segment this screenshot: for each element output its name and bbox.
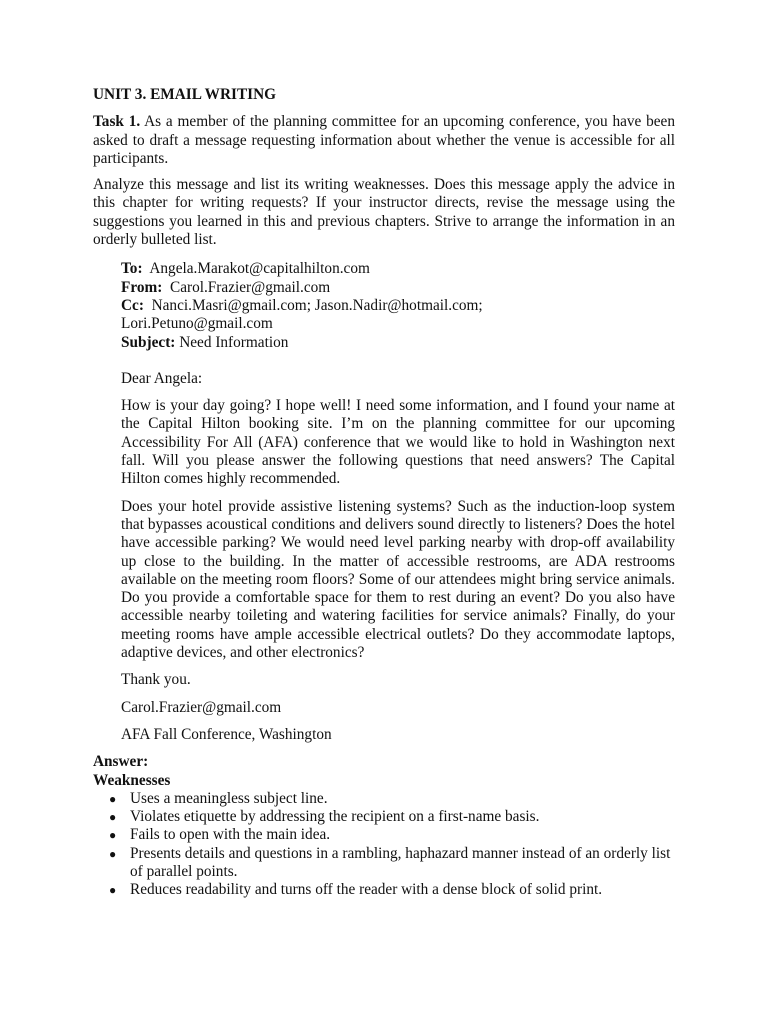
email-message bbox=[121, 260, 675, 744]
bullet-icon: ● bbox=[109, 810, 117, 825]
from-label: From: bbox=[121, 278, 163, 296]
from-value: Carol.Frazier@gmail.com bbox=[166, 278, 331, 296]
task-label: Task 1. bbox=[93, 113, 141, 131]
greeting: Dear Angela: bbox=[121, 369, 203, 387]
to-line bbox=[121, 260, 675, 278]
subject-label: Subject: bbox=[121, 333, 176, 351]
subject-value: Need Information bbox=[175, 333, 289, 351]
cc-value: Nanci.Masri@gmail.com; Jason.Nadir@hotmail.com; bbox=[147, 296, 483, 314]
cc-line bbox=[121, 297, 675, 315]
closing: Thank you. bbox=[121, 671, 191, 689]
instructions-paragraph: Analyze this message and list its writing weaknesses. Does this message apply the advice in this chapter for writing requests? If your instructor directs, revise the message using the suggestions you learned in this and previous chapters. Strive to arrange the information in an orderly bulleted list. bbox=[93, 176, 675, 249]
to-label: To: bbox=[121, 260, 143, 278]
from-line bbox=[121, 279, 675, 297]
list-item: ● Reduces readability and turns off the reader with a dense block of solid print. bbox=[109, 881, 603, 899]
bullet-icon: ● bbox=[109, 791, 117, 806]
bullet-icon: ● bbox=[109, 883, 117, 898]
unit-title: UNIT 3. EMAIL WRITING bbox=[93, 86, 277, 103]
subject-line bbox=[121, 334, 675, 352]
email-paragraph-2: Does your hotel provide assistive listening systems? Such as the induction-loop system that bypasses acoustical conditions and delivers sound directly to listeners? Does the hotel have accessible parking? We would need level parking nearby with drop-off availability up close to the building. In the matter of accessible restrooms, are ADA restrooms available on the meeting room floors? Some of our attendees might bring service animals. Do you provide a comfortable space for them to rest during an event? Do you also have accessible nearby toileting and watering facilities for service animals? Finally, do your meeting rooms have ample accessible electrical outlets? Do they accommodate laptops, adaptive devices, and other electronics? bbox=[121, 497, 675, 662]
answer-label: Answer: bbox=[93, 753, 149, 771]
list-item: ● Fails to open with the main idea. bbox=[109, 826, 331, 844]
task-paragraph bbox=[93, 113, 675, 168]
bullet-icon: ● bbox=[109, 828, 117, 843]
list-item: ● Violates etiquette by addressing the recipient on a first-name basis. bbox=[109, 808, 540, 826]
email-paragraph-1: How is your day going? I hope well! I need some information, and I found your name at the Capital Hilton booking site. I’m on the planning committee for our upcoming Accessibility For All (AFA) conference that we would like to hold in Washington next fall. Will you please answer the following questions that need answers? The Capital Hilton comes highly recommended. bbox=[121, 397, 675, 488]
weaknesses-label: Weaknesses bbox=[93, 771, 171, 789]
cc-line-2: Lori.Petuno@gmail.com bbox=[121, 315, 273, 333]
list-item: ● Uses a meaningless subject line. bbox=[109, 789, 328, 807]
list-item: ● Presents details and questions in a rambling, haphazard manner instead of an orderly list of parallel points. bbox=[109, 844, 671, 880]
signature-email: Carol.Frazier@gmail.com bbox=[121, 698, 282, 716]
task-text: As a member of the planning committee for an upcoming conference, you have been asked to draft a message requesting information about whether the venue is accessible for all participants. bbox=[93, 113, 675, 167]
weaknesses-list bbox=[93, 790, 675, 900]
to-value: Angela.Marakot@capitalhilton.com bbox=[146, 260, 370, 278]
bullet-icon: ● bbox=[109, 846, 117, 861]
document-page bbox=[93, 86, 675, 900]
email-headers bbox=[121, 260, 675, 351]
signature-org: AFA Fall Conference, Washington bbox=[121, 725, 332, 743]
cc-label: Cc: bbox=[121, 296, 144, 314]
